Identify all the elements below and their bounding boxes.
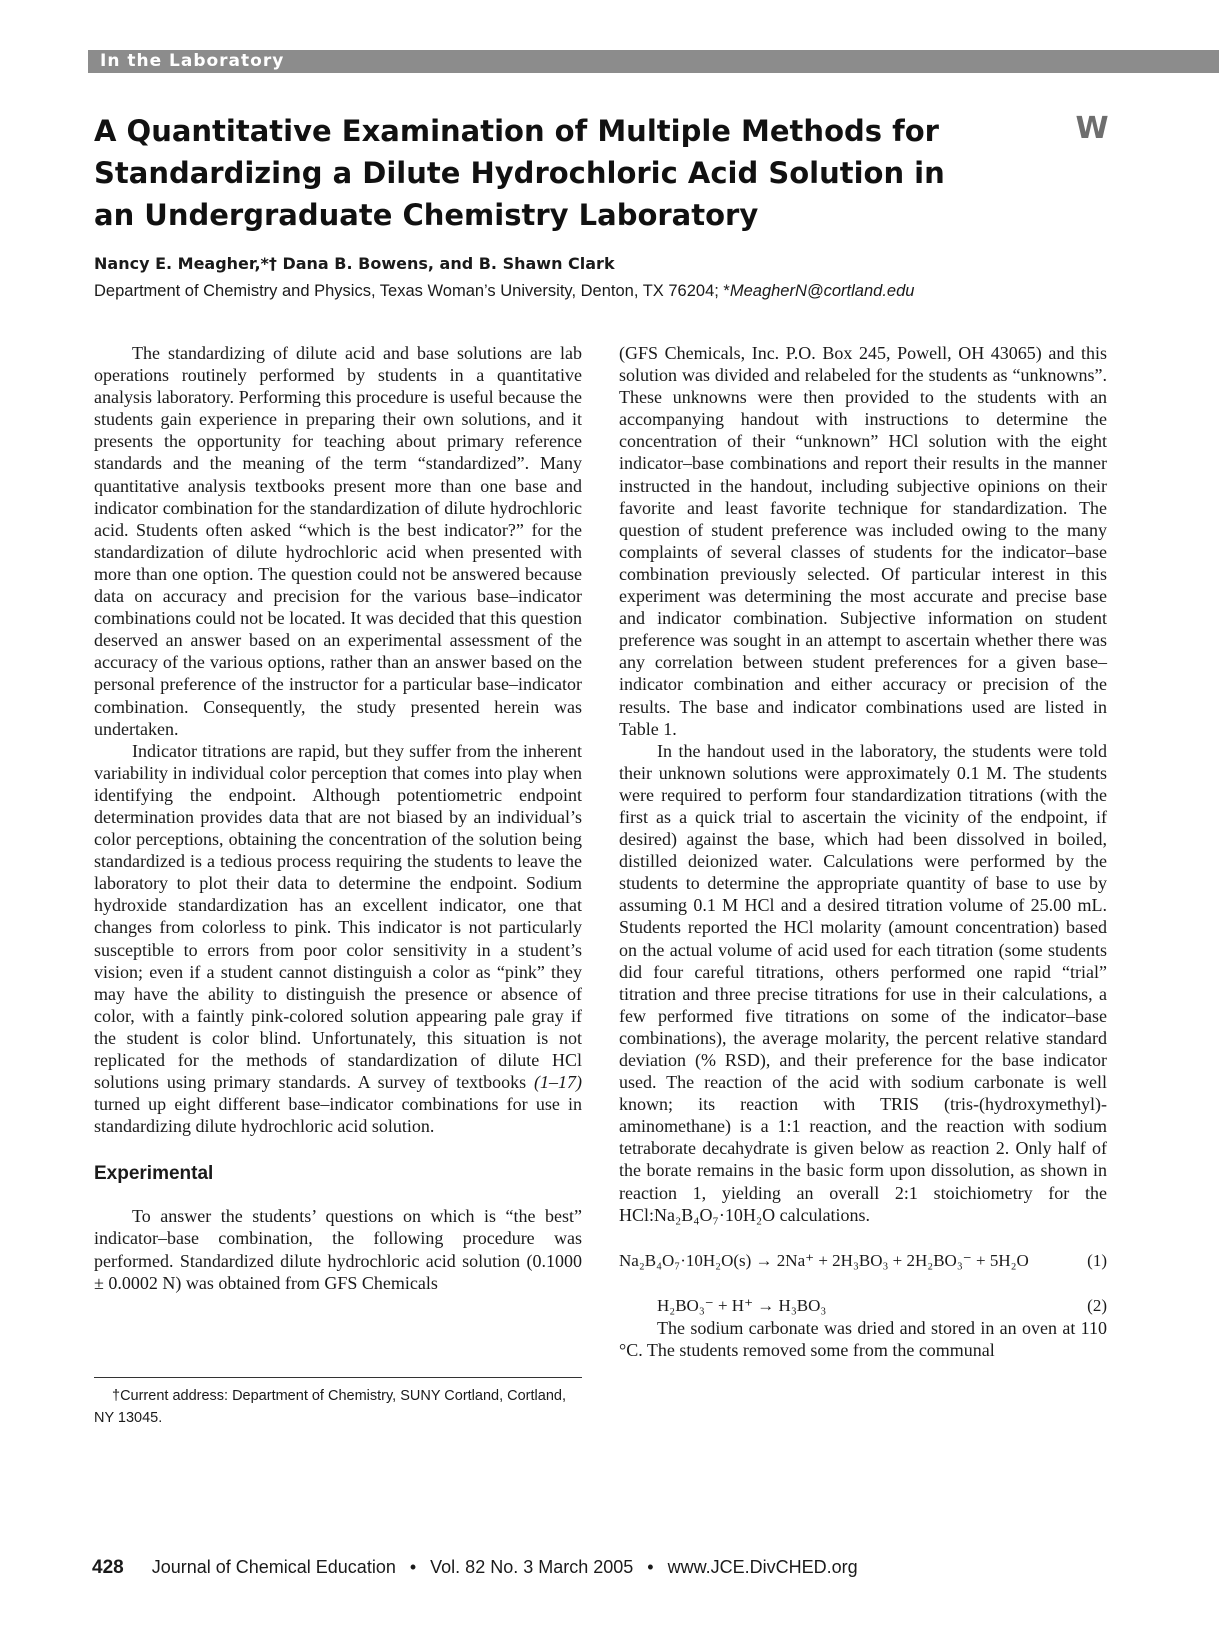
- author-list: Nancy E. Meagher,*† Dana B. Bowens, and B. Shawn Clark: [94, 254, 615, 273]
- paragraph-text: calculations.: [775, 1204, 871, 1225]
- footnote-divider: [94, 1377, 582, 1378]
- left-column: [94, 342, 582, 1294]
- equation-number: (2): [1087, 1295, 1107, 1315]
- equation-1: [619, 1250, 1107, 1272]
- paragraph-intro: The standardizing of dilute acid and base solutions are lab operations routinely performed by students in a quantitative analysis laboratory. Performing this procedure is useful because the students gain experience in preparing their own solutions, and it presents the opportunity for teaching about primary reference standards and the meaning of the term “standardized”. Many quantitative analysis textbooks present more than one base and indicator combination for the standardization of dilute hydrochloric acid. Students often asked “which is the best indicator?” for the standardization of dilute hydrochloric acid when presented with more than one option. The question could not be answered because data on accuracy and precision for the various base–indicator combinations could not be located. It was decided that this question deserved an answer based on an experimental assessment of the accuracy of the various options, rather than an answer based on the personal preference of the instructor for a particular base–indicator combination. Consequently, the study presented herein was undertaken.: [94, 343, 582, 739]
- citation-reference: (1–17): [534, 1072, 582, 1093]
- author-email: MeagherN@cortland.edu: [729, 282, 915, 300]
- paragraph-procedure-continued: (GFS Chemicals, Inc. P.O. Box 245, Powell, OH 43065) and this solution was divided and relabeled for the students as “unknowns”. These unknowns were then provided to the students with an accompanying handout with instructions to determine the concentration of their “unknown” HCl solution with the eight indicator–base combinations and report their results in the manner instructed in the handout, including subjective opinions on their favorite and least favorite technique for standardization. The question of student preference was included owing to the many complaints of several classes of students for the indicator–base combination previously selected. Of particular interest in this experiment was determining the most accurate and precise base and indicator combination. Subjective information on student preference was sought in an attempt to ascertain whether there was any correlation between student preferences for a given base–indicator combination and either accuracy or precision of the results. The base and indicator combinations used are listed in Table 1.: [619, 343, 1107, 739]
- paragraph-sodium-carbonate: The sodium carbonate was dried and stored in an oven at 110 °C. The students removed some from the communal: [619, 1317, 1107, 1360]
- footnote: †Current address: Department of Chemistry, SUNY Cortland, Cortland, NY 13045.: [94, 1388, 566, 1426]
- issue-info: Vol. 82 No. 3 March 2005: [430, 1557, 634, 1577]
- article-title: A Quantitative Examination of Multiple Methods for Standardizing a Dilute Hydrochloric Acid Solution in an Undergraduate Chemistry Laboratory: [94, 114, 945, 232]
- paragraph-text: In the handout used in the laboratory, the students were told their unknown solutions were approximately 0.1 M. The students were required to perform four standardization titrations (with the first as a quick trial to ascertain the vicinity of the endpoint, if desired) against the base, which had been dissolved in boiled, distilled deionized water. Calculations were performed by the students to determine the appropriate quantity of base to use by assuming 0.1 M HCl and a desired titration volume of 25.00 mL. Students reported the HCl molarity (amount concentration) based on the actual volume of acid used for each titration (some students did four careful titrations, others performed one rapid “trial” titration and three precise titrations for use in their calculations, a few performed five titrations on some of the indicator–base combinations), the average molarity, the percent relative standard deviation (% RSD), and their preference for the base indicator used. The reaction of the acid with sodium carbonate is well known; its reaction with TRIS (tris-(hydroxymethyl)-aminomethane) is a 1:1 reaction, and the reaction with sodium tetraborate decahydrate is given below as reaction 2. Only half of the borate remains in the basic form upon dissolution, as shown in reaction 1, yielding an overall 2:1 stoichiometry for the: [619, 740, 1107, 1203]
- paragraph-handout: [619, 740, 1107, 1226]
- page-number: 428: [92, 1557, 124, 1578]
- equation-number: (1): [1087, 1250, 1107, 1270]
- page-footer: [92, 1555, 858, 1580]
- footer-bullet: •: [409, 1557, 417, 1577]
- web-material-icon: W: [1075, 111, 1109, 146]
- affiliation-text: Department of Chemistry and Physics, Texas Woman’s University, Denton, TX 76204; *: [94, 282, 730, 300]
- section-banner: [88, 50, 1219, 73]
- journal-url: www.JCE.DivCHED.org: [667, 1557, 858, 1577]
- paragraph-indicator-titrations: [94, 740, 582, 1138]
- footer-bullet: •: [647, 1557, 654, 1577]
- formula: HCl:Na₂B₄O₇·10H₂O: [619, 1204, 776, 1225]
- paragraph-procedure: To answer the students’ questions on which is “the best” indicator–base combination, the following procedure was performed. Standardized dilute hydrochloric acid solution (0.1000 ± 0.0002 N) was obtained from GFS Chemicals: [94, 1206, 582, 1293]
- experimental-heading: Experimental: [94, 1163, 214, 1185]
- equation-text: H₂BO₃⁻ + H⁺ → H₃BO₃: [657, 1295, 827, 1315]
- paragraph-text: Indicator titrations are rapid, but they suffer from the inherent variability in individual color perception that comes into play when identifying the endpoint. Although potentiometric endpoint determination provides data that are not biased by an individual’s color perceptions, obtaining the concentration of the solution being standardized is a tedious process requiring the students to leave the laboratory to plot their data to determine the endpoint. Sodium hydroxide standardization has an excellent indicator, one that changes from colorless to pink. This indicator is not particularly susceptible to errors from poor color sensitivity in a student’s vision; even if a student cannot distinguish a color as “pink” they may have the ability to distinguish the presence or absence of color, with a faintly pink-colored solution appearing pale gray if the student is color blind. Unfortunately, this situation is not replicated for the methods of standardization of dilute HCl solutions using primary standards. A survey of textbooks: [94, 740, 582, 1093]
- right-column: [619, 342, 1107, 1361]
- paragraph-text: turned up eight different base–indicator combinations for use in standardizing dilute hydrochloric acid solution.: [94, 1094, 582, 1137]
- affiliation: [94, 280, 1144, 302]
- section-label: In the Laboratory: [100, 51, 285, 71]
- journal-name: Journal of Chemical Education: [151, 1557, 396, 1577]
- equation-text: Na₂B₄O₇·10H₂O(s) → 2Na⁺ + 2H₃BO₃ + 2H₂BO₃⁻ + 5H₂O: [619, 1250, 1029, 1270]
- equation-2: [619, 1295, 1107, 1317]
